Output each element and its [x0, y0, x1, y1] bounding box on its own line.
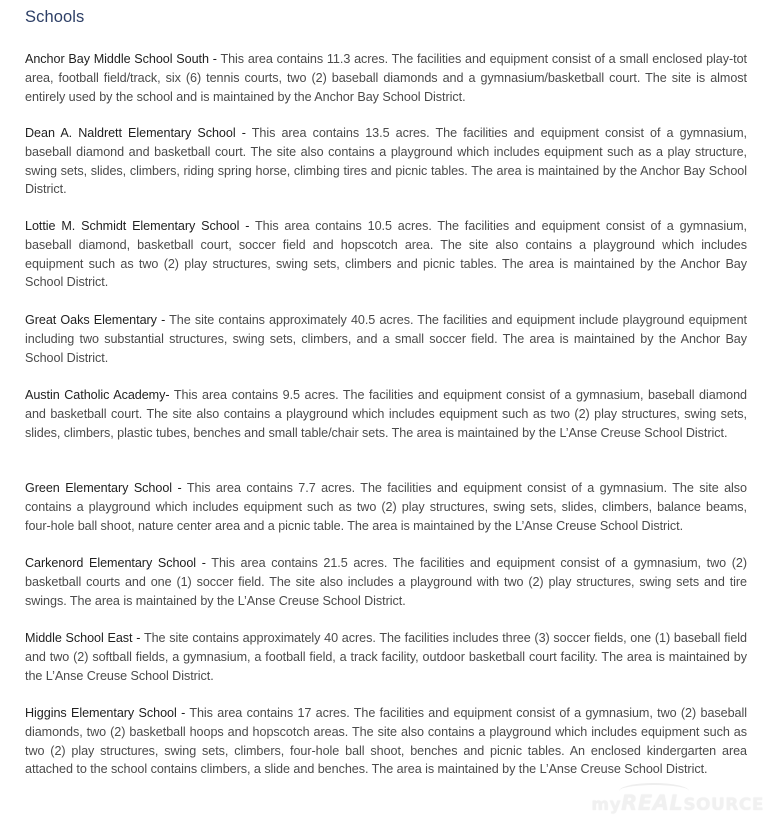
- school-entry: [25, 629, 747, 685]
- school-entry: [25, 704, 747, 779]
- school-name: Anchor Bay Middle School South: [25, 52, 209, 66]
- school-separator: -: [196, 556, 212, 570]
- section-title: Schools: [25, 8, 85, 26]
- watermark-suffix: SOURCE: [683, 795, 764, 815]
- watermark-prefix: my: [591, 795, 622, 815]
- school-name: Higgins Elementary School: [25, 706, 177, 720]
- school-name: Lottie M. Schmidt Elementary School: [25, 219, 240, 233]
- school-name: Middle School East: [25, 631, 133, 645]
- school-entry: [25, 311, 747, 367]
- school-description: This area contains 17 acres. The facilities and equipment consist of a gymnasium, two (2) baseball diamonds, two (2) basketball hoops and hopscotch areas. The site also contains a playground which includes equipment such as two (2) play structures, swing sets, climbers, four-hole ball shoot, benches and picnic tables. An enclosed kindergarten area attached to the school contains climbers, a slide and benches. The area is maintained by the L’Anse Creuse School District.: [25, 706, 748, 777]
- school-separator: -: [132, 631, 144, 645]
- school-separator: -: [176, 706, 190, 720]
- school-entry: [25, 386, 747, 442]
- school-separator: -: [239, 219, 255, 233]
- school-description: This area contains 11.3 acres. The facilities and equipment consist of a small enclosed play-tot area, football field/track, six (6) tennis courts, two (2) baseball diamonds and a gymnasium/basketball court. The site is almost entirely used by the school and is maintained by the Anchor Bay School District.: [25, 52, 747, 104]
- school-description: This area contains 7.7 acres. The facilities and equipment consist of a gymnasium. The site also contains a playground which includes equipment such as two (2) play structures, swing sets, slides, climbers, balance beams, four-hole ball shoot, nature center area and a picnic table. The area is maintained by the L’Anse Creuse School District.: [25, 481, 747, 533]
- school-name: Austin Catholic Academy: [25, 388, 166, 402]
- watermark-logo: [591, 791, 764, 815]
- school-entry: [25, 479, 747, 535]
- school-separator: -: [172, 481, 187, 495]
- school-description: This area contains 21.5 acres. The facilities and equipment consist of a gymnasium, two (2) basketball courts and one (1) soccer field. The site also includes a playground with two (2) play structures, swing sets and tire swings. The area is maintained by the L’Anse Creuse School District.: [25, 556, 747, 608]
- house-roof-icon: [619, 783, 689, 799]
- school-separator: -: [208, 52, 221, 66]
- school-entry: [25, 124, 747, 199]
- school-name: Great Oaks Elementary: [25, 313, 157, 327]
- school-entry: [25, 217, 747, 292]
- school-entry: [25, 50, 747, 106]
- school-name: Dean A. Naldrett Elementary School: [25, 126, 236, 140]
- school-name: Green Elementary School: [25, 481, 173, 495]
- school-description: The site contains approximately 40.5 acres. The facilities and equipment include playground equipment including two substantial structures, swing sets, climbers, and a small soccer field. The area is maintained by the Anchor Bay School District.: [25, 313, 747, 365]
- watermark-brand: REAL: [621, 791, 684, 815]
- school-description: This area contains 9.5 acres. The facilities and equipment consist of a gymnasium, baseball diamond and basketball court. The site also contains a playground which includes equipment such as two (2) play structures, swing sets, slides, climbers, plastic tubes, benches and small table/chair sets. The area is maintained by the L’Anse Creuse School District.: [25, 388, 747, 440]
- school-description: The site contains approximately 40 acres. The facilities includes three (3) soccer fields, one (1) baseball field and two (2) softball fields, a gymnasium, a football field, a track facility, outdoor basketball court facility. The area is maintained by the L’Anse Creuse School District.: [25, 631, 747, 683]
- school-separator: -: [235, 126, 252, 140]
- school-separator: -: [165, 388, 174, 402]
- school-description: This area contains 10.5 acres. The facilities and equipment consist of a gymnasium, baseball diamond, basketball court, soccer field and hopscotch area. The site also contains a playground which includes equipment such as two (2) play structures, swing sets, climbers and picnic tables. The area is maintained by the Anchor Bay School District.: [25, 219, 747, 290]
- school-separator: -: [156, 313, 170, 327]
- school-name: Carkenord Elementary School: [25, 556, 197, 570]
- school-entry: [25, 554, 747, 610]
- school-description: This area contains 13.5 acres. The facilities and equipment consist of a gymnasium, baseball diamond and basketball court. The site also contains a playground which includes equipment such as a play structure, swing sets, slides, climbers, riding spring horse, climbing tires and picnic tables. The area is maintained by the Anchor Bay School District.: [25, 126, 747, 197]
